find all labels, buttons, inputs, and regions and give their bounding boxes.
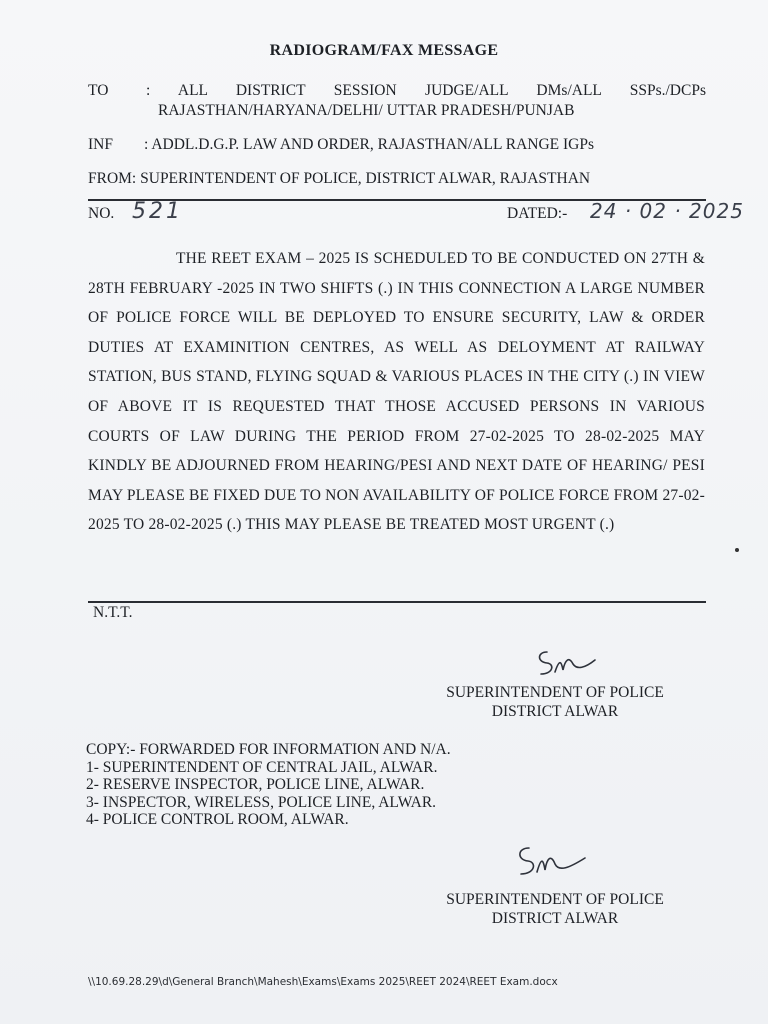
inf-label: INF	[88, 136, 113, 153]
inf-row	[88, 136, 594, 154]
document-title: RADIOGRAM/FAX MESSAGE	[269, 42, 499, 59]
to-recipients-line2: RAJASTHAN/HARYANA/DELHI/ UTTAR PRADESH/PUNJAB	[158, 102, 575, 119]
file-path-footer: \\10.69.28.29\d\General Branch\Mahesh\Exams\Exams 2025\REET 2024\REET Exam.docx	[88, 976, 558, 988]
margin-dot	[735, 548, 739, 552]
list-item: 1- SUPERINTENDENT OF CENTRAL JAIL, ALWAR.	[86, 758, 438, 776]
signatory-district-2: DISTRICT ALWAR	[491, 910, 619, 927]
message-body: THE REET EXAM – 2025 IS SCHEDULED TO BE CONDUCTED ON 27TH & 28TH FEBRUARY -2025 IN TWO SHIFTS (.) IN THIS CONNECTION A LARGE NUMBER OF POLICE FORCE WILL BE DEPLOYED TO ENSURE SECURITY, LAW & ORDER DUTIES AT EXAMINITION CENTRES, AS WELL AS DELOYMENT AT RAILWAY STATION, BUS STAND, FLYING SQUAD & VARIOUS PLACES IN THE CITY (.) IN VIEW OF ABOVE IT IS REQUESTED THAT THOSE ACCUSED PERSONS IN VARIOUS COURTS OF LAW DURING THE PERIOD FROM 27-02-2025 TO 28-02-2025 MAY KINDLY BE ADJOURNED FROM HEARING/PESI AND NEXT DATE OF HEARING/ PESI MAY PLEASE BE FIXED DUE TO NON AVAILABILITY OF POLICE FORCE FROM 27-02-2025 TO 28-02-2025 (.) THIS MAY PLEASE BE TREATED MOST URGENT (.)	[88, 250, 705, 534]
list-item: 2- RESERVE INSPECTOR, POLICE LINE, ALWAR.	[86, 776, 425, 793]
number-value-handwritten: 521	[132, 199, 183, 224]
signature-mark-2	[513, 842, 593, 886]
signatory-title-2: SUPERINTENDENT OF POLICE	[446, 891, 664, 908]
copy-forward-list	[86, 741, 451, 829]
divider-bottom	[88, 601, 706, 603]
to-label: TO	[88, 82, 109, 99]
copy-heading: COPY:- FORWARDED FOR INFORMATION AND N/A.	[86, 741, 451, 758]
from-label: FROM:	[88, 170, 137, 187]
signature-block-1	[420, 683, 690, 721]
signature-block-2	[420, 890, 690, 928]
number-label: NO.	[88, 205, 115, 222]
list-item: 4- POLICE CONTROL ROOM, ALWAR.	[86, 811, 349, 828]
from-value: SUPERINTENDENT OF POLICE, DISTRICT ALWAR, RAJASTHAN	[140, 170, 591, 187]
from-row	[88, 170, 590, 188]
list-item: 3- INSPECTOR, WIRELESS, POLICE LINE, ALWAR.	[86, 793, 437, 811]
dated-value-handwritten: 24 · 02 · 2025	[590, 199, 744, 223]
to-recipients-line1: : ALL DISTRICT SESSION JUDGE/ALL DMs/ALL SSPs./DCPs	[146, 82, 706, 99]
dated-label: DATED:-	[507, 205, 568, 222]
ntt-note: N.T.T.	[93, 604, 133, 621]
signatory-title-1: SUPERINTENDENT OF POLICE	[446, 684, 664, 701]
signatory-district-1: DISTRICT ALWAR	[491, 703, 619, 720]
inf-value: : ADDL.D.G.P. LAW AND ORDER, RAJASTHAN/ALL RANGE IGPs	[144, 136, 594, 153]
signature-mark-1	[533, 646, 603, 682]
